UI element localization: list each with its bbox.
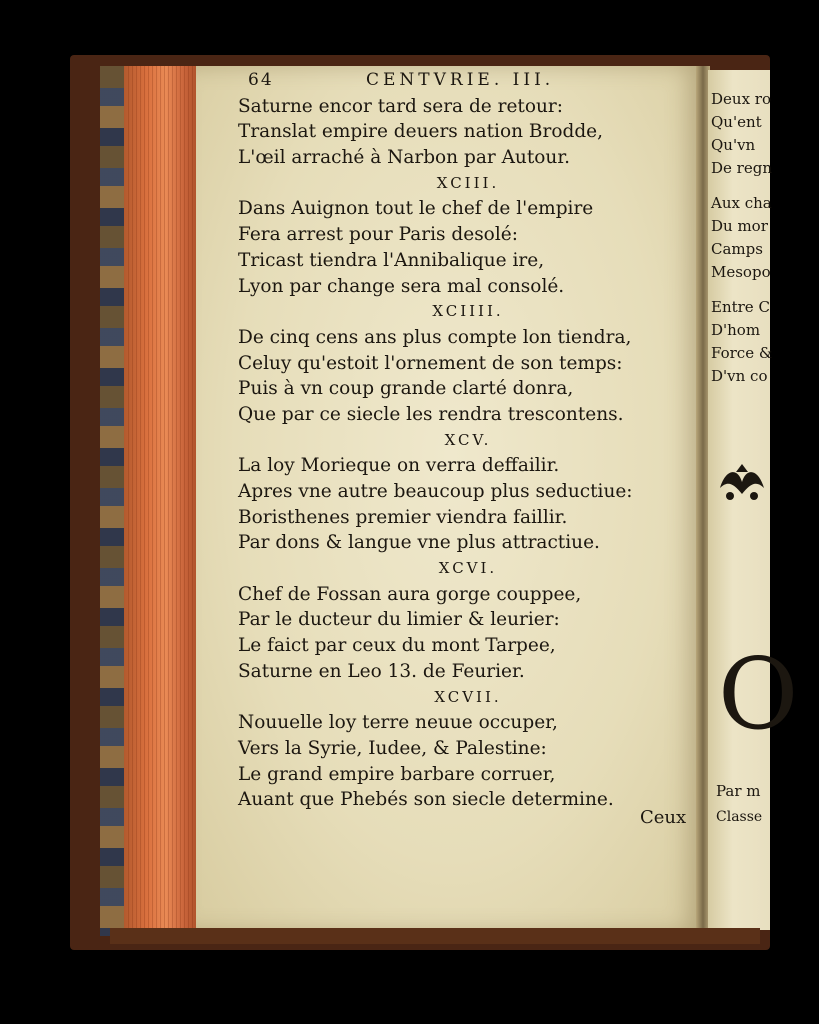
verse-line: Fera arrest pour Paris desolé: xyxy=(238,224,518,246)
right-line: Classe xyxy=(716,809,763,825)
page-number: 64 xyxy=(248,70,274,90)
verse-line: Saturne encor tard sera de retour: xyxy=(238,95,563,117)
verse-line: Saturne en Leo 13. de Feurier. xyxy=(238,660,525,682)
verse-line: Tricast tiendra l'Annibalique ire, xyxy=(238,249,545,271)
right-line: Entre C xyxy=(711,298,770,316)
verse-line: Vers la Syrie, Iudee, & Palestine: xyxy=(238,737,547,759)
marbled-endpaper xyxy=(100,66,126,936)
right-line: D'hom xyxy=(711,321,761,339)
verse-line: Le grand empire barbare corruer, xyxy=(238,763,556,785)
fleuron-ornament-icon xyxy=(716,458,768,510)
drop-cap-initial: O xyxy=(718,638,799,752)
verse-line: Boristhenes premier viendra faillir. xyxy=(238,506,568,528)
right-line: Camps xyxy=(711,240,763,258)
verse-line: Nouuelle loy terre neuue occuper, xyxy=(238,712,558,734)
quatrain-number: XCVI. xyxy=(438,559,498,578)
verse-line: Apres vne autre beaucoup plus seductiue: xyxy=(238,481,633,502)
right-line: Force & xyxy=(711,344,773,362)
verse-line: Puis à vn coup grande clarté donra, xyxy=(238,378,574,400)
verse-line: Le faict par ceux du mont Tarpee, xyxy=(238,635,556,657)
verse-line: L'œil arraché à Narbon par Autour. xyxy=(238,147,571,169)
right-line: Deux ro xyxy=(711,90,771,108)
quatrain-number: XCIII. xyxy=(436,173,500,192)
verse-line: Chef de Fossan aura gorge couppee, xyxy=(238,583,582,605)
verse-line: Par le ducteur du limier & leurier: xyxy=(238,609,560,631)
spacer xyxy=(711,180,769,192)
quatrain-number: XCIIII. xyxy=(432,302,504,321)
verse-line: Dans Auignon tout le chef de l'empire xyxy=(238,198,594,220)
cover-bottom-edge xyxy=(110,928,760,944)
page-edge-lines xyxy=(128,66,198,932)
quatrain-number: XCV. xyxy=(444,430,492,449)
right-line: Mesopo xyxy=(711,263,771,281)
right-line: Aux cha xyxy=(711,194,772,212)
verse-line: Que par ce siecle les rendra trescontens. xyxy=(238,403,624,425)
right-page-text xyxy=(711,88,773,388)
right-line: De regn xyxy=(711,159,772,177)
quatrain-number: XCVII. xyxy=(434,687,502,706)
verse-line: La loy Morieque on verra deffailir. xyxy=(238,455,560,477)
spacer xyxy=(711,284,769,296)
verse-line: Celuy qu'estoit l'ornement de son temps: xyxy=(238,352,623,374)
verse-line: De cinq cens ans plus compte lon tiendra, xyxy=(238,326,632,348)
verse-line: Lyon par change sera mal consolé. xyxy=(238,275,565,297)
verse-line: Par dons & langue vne plus attractiue. xyxy=(238,532,600,554)
right-line: D'vn co xyxy=(711,367,768,385)
right-line: Du mor xyxy=(711,217,768,235)
left-page-text xyxy=(238,68,698,813)
verse-line: Translat empire deuers nation Brodde, xyxy=(238,121,603,143)
right-line: Qu'ent xyxy=(711,113,762,131)
running-header xyxy=(238,68,698,94)
right-line: Par m xyxy=(716,782,761,800)
right-line: Qu'vn xyxy=(711,136,756,154)
verse-line: Auant que Phebés son siecle determine. xyxy=(238,789,614,811)
running-title: CENTVRIE. III. xyxy=(366,70,555,90)
right-page-lower-text xyxy=(716,778,770,830)
catchword: Ceux xyxy=(640,807,687,828)
